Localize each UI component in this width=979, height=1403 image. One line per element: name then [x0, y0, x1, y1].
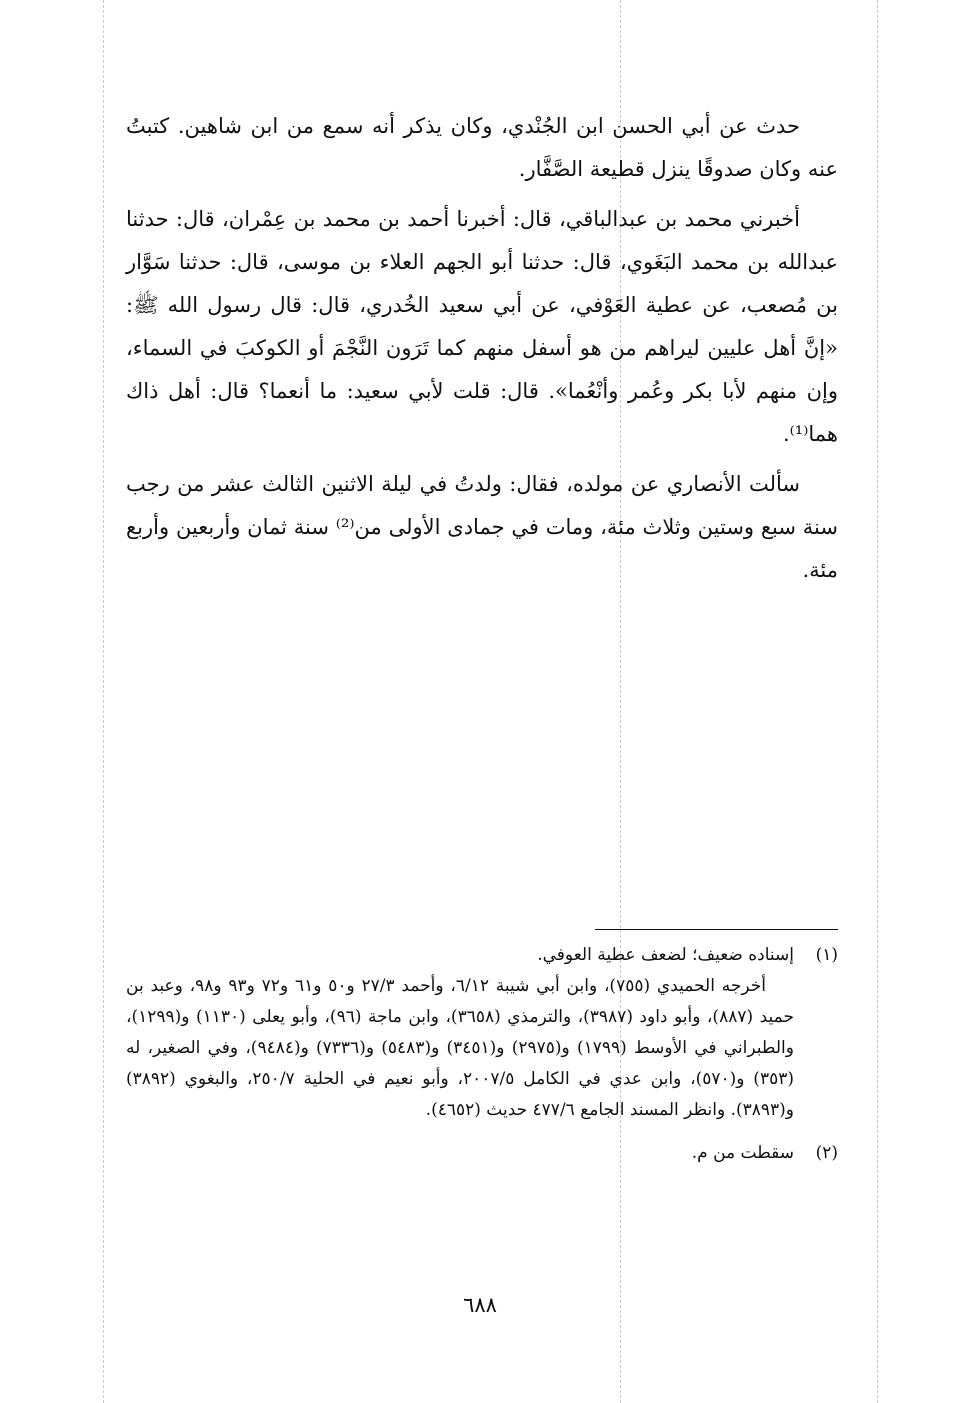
- scan-guide-line: [103, 0, 104, 1403]
- footnote-text: سقطت من م.: [691, 1143, 794, 1163]
- footnote: [126, 940, 838, 1126]
- body-paragraph: سألت الأنصاري عن مولده، فقال: ولدتُ في ليلة الاثنين الثالث عشر من رجب سنة سبع وستين وثلاث مئة، ومات في جمادى الأولى من⁽²⁾ سنة ثمان وأربعين وأربع مئة.: [126, 472, 838, 582]
- footnote-separator: [595, 929, 838, 930]
- footnote: [126, 1138, 838, 1169]
- footnote-text: إسناده ضعيف؛ لضعف عطية العوفي.: [537, 945, 794, 965]
- footnote-body: [126, 940, 794, 1126]
- page-body: [126, 105, 838, 599]
- footnote-number: (٢): [815, 1143, 838, 1163]
- page-number: ٦٨٨: [463, 1293, 497, 1317]
- body-paragraph: حدث عن أبي الحسن ابن الجُنْدي، وكان يذكر أنه سمع من ابن شاهين. كتبتُ عنه وكان صدوقًا ينزل قطيعة الصَّفَّار.: [126, 114, 838, 181]
- footnote-number: (١): [815, 945, 838, 965]
- footnotes: [126, 940, 838, 1181]
- scan-guide-line: [877, 0, 878, 1403]
- footnote-text: أخرجه الحميدي (٧٥٥)، وابن أبي شيبة ٦/١٢، وأحمد ٢٧/٣ و٥٠ و٦١ و٧٢ و٩٣ و٩٨، وعبد بن حميد (٨٨٧)، وأبو داود (٣٩٨٧)، والترمذي (٣٦٥٨)، وابن ماجة (٩٦)، وأبو يعلى (١١٣٠) و(١٢٩٩)، والطبراني في الأوسط (١٧٩٩) و(٢٩٧٥) و(٣٤٥١) و(٥٤٨٣) و(٧٣٣٦) و(٩٤٨٤)، وفي الصغير، له (٣٥٣) و(٥٧٠)، وابن عدي في الكامل ٢٠٠٧/٥، وأبو نعيم في الحلية ٢٥٠/٧، والبغوي (٣٨٩٢) و(٣٨٩٣). وانظر المسند الجامع ٤٧٧/٦ حديث (٤٦٥٢).: [126, 976, 794, 1120]
- footnote-body: [126, 1138, 794, 1169]
- body-paragraph: أخبرني محمد بن عبدالباقي، قال: أخبرنا أحمد بن محمد بن عِمْران، قال: حدثنا عبدالله بن محمد البَغَوي، قال: حدثنا أبو الجهم العلاء بن موسى، قال: حدثنا سَوَّار بن مُصعب، عن عطية العَوْفي، عن أبي سعيد الخُدري، قال: قال رسول الله ﷺ: «إنَّ أهل عليين ليراهم من هو أسفل منهم كما تَرَون النَّجْمَ أو الكوكبَ في السماء، وإن منهم لأبا بكر وعُمر وأنْعُما». قال: قلت لأبي سعيد: ما أنعما؟ قال: أهل ذاك هما⁽¹⁾.: [126, 207, 838, 446]
